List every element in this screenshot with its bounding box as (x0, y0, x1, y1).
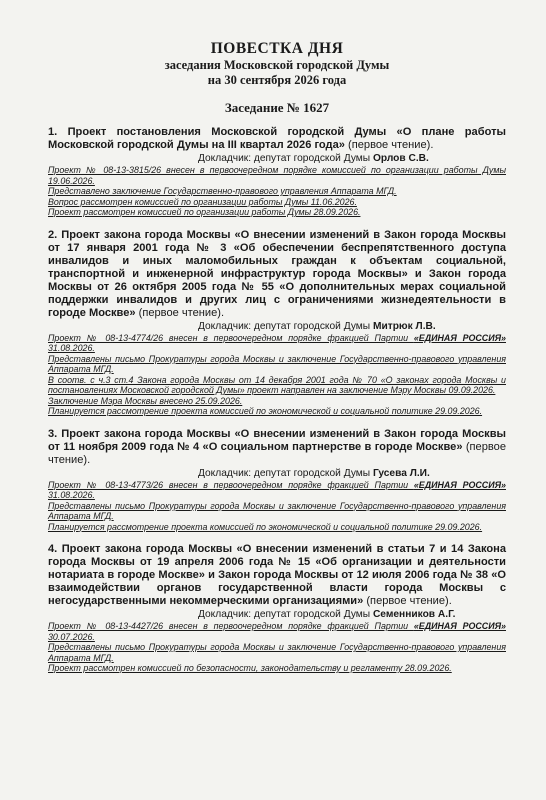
agenda-item-title: 1. Проект постановления Московской городской Думы «О плане работы Московской городской Думы на III квартал 2026 года» (48, 126, 506, 151)
speaker-line (48, 608, 506, 621)
agenda-note: Представлено заключение Государственно-правового управления Аппарата МГД. (48, 186, 397, 196)
agenda-note: Проект рассмотрен комиссией по организации работы Думы 28.09.2026. (48, 207, 361, 217)
agenda-note: Проект рассмотрен комиссией по безопасности, законодательству и регламенту 28.09.2026. (48, 663, 452, 673)
agenda-item-reading: (первое чтение). (363, 595, 452, 607)
party-name: «ЕДИНАЯ РОССИЯ» (413, 332, 506, 343)
agenda-date: на 30 сентября 2026 года (207, 73, 347, 87)
speaker-name: Орлов С.В. (372, 153, 429, 164)
agenda-item-title: 2. Проект закона города Москвы «О внесении изменений в Закон города Москвы от 17 января 2001 года № 3 «Об обеспечении беспрепятственного доступа инвалидов и иных маломобильных граждан к объектам социальной, транспортной и инженерной инфраструктур города Москвы» и Закон города Москвы от 26 октября 2005 года № 55 «О дополнительных мерах социальной поддержки инвалидов и других лиц с ограничениями жизнедеятельности в городе Москве» (48, 228, 506, 319)
agenda-note: Представлены письмо Прокуратуры города Москвы и заключение Государственно-правового управления Аппарата МГД. (48, 353, 506, 374)
agenda-item (48, 126, 506, 218)
agenda-item (48, 543, 506, 674)
party-name: «ЕДИНАЯ РОССИЯ» (413, 479, 506, 490)
agenda-note: Представлены письмо Прокуратуры города Москвы и заключение Государственно-правового управления Аппарата МГД. (48, 500, 506, 521)
speaker-prefix: Докладчик: депутат городской Думы (198, 609, 373, 620)
agenda-note (48, 333, 506, 354)
agenda-item (48, 229, 506, 417)
agenda-note (48, 621, 506, 642)
agenda-item (48, 428, 506, 533)
agenda-note: Проект № 08-13-3815/26 внесен в первоочередном порядке комиссией по организации работы Думы 19.06.2026. (48, 165, 506, 186)
agenda-note: Представлены письмо Прокуратуры города Москвы и заключение Государственно-правового управления Аппарата МГД. (48, 642, 506, 663)
agenda-item-text (48, 428, 506, 467)
note-date: 31.08.2026. (48, 490, 95, 500)
note-date: 31.08.2026. (48, 343, 95, 353)
session-number: Заседание № 1627 (224, 100, 330, 115)
agenda-item-text (48, 229, 506, 320)
speaker-prefix: Докладчик: депутат городской Думы (198, 320, 373, 332)
note-text: Проект № 08-13-4427/26 внесен в первоочередном порядке фракцией Партии (48, 621, 414, 631)
speaker-prefix: Докладчик: депутат городской Думы (198, 153, 373, 164)
party-name: «ЕДИНАЯ РОССИЯ» (413, 621, 506, 631)
note-text: Проект № 08-13-4774/26 внесен в первоочередном порядке фракцией Партии (48, 332, 414, 343)
agenda-item-text (48, 126, 506, 152)
agenda-title: ПОВЕСТКА ДНЯ (210, 40, 344, 57)
speaker-prefix: Докладчик: депутат городской Думы (198, 467, 373, 479)
speaker-line (48, 467, 506, 480)
speaker-name: Митрюк Л.В. (372, 320, 436, 332)
note-date: 30.07.2026. (48, 631, 95, 642)
speaker-name: Семенников А.Г. (372, 609, 456, 620)
agenda-note (48, 480, 506, 501)
agenda-items (48, 126, 506, 674)
agenda-item-reading: (первое чтение). (135, 306, 225, 319)
agenda-note: Планируется рассмотрение проекта комиссией по экономической и социальной политике 29.09.2026. (48, 521, 483, 532)
agenda-item-reading: (первое чтение). (48, 440, 506, 466)
note-text: Проект № 08-13-4773/26 внесен в первоочередном порядке фракцией Партии (48, 479, 414, 490)
agenda-subtitle-line1: заседания Московской городской Думы (164, 58, 390, 72)
agenda-item-title: 4. Проект закона города Москвы «О внесении изменений в статьи 7 и 14 Закона города Москвы от 19 апреля 2006 года № 15 «Об организации и деятельности нотариата в городе Москве» и Закон города Москвы от 12 июля 2006 года № 38 «О взаимодействии органов государственной власти города Москвы с негосударственными некоммерческими организациями» (48, 543, 506, 607)
speaker-name: Гусева Л.И. (372, 467, 430, 479)
agenda-note: Заключение Мэра Москвы внесено 25.09.2026. (48, 395, 243, 406)
agenda-header (48, 40, 506, 116)
agenda-item-reading: (первое чтение). (344, 139, 434, 151)
agenda-item-title: 3. Проект закона города Москвы «О внесении изменений в Закон города Москвы от 11 ноября 2009 года № 4 «О социальном партнерстве в городе Москве» (48, 427, 506, 453)
agenda-item-text (48, 543, 506, 608)
agenda-note: В соотв. с ч.3 ст.4 Закона города Москвы от 14 декабря 2001 года № 70 «О законах города Москвы и постановлениях Московской городской Думы» проект направлен на заключение Мэру Москвы 09.09.2026. (48, 374, 506, 395)
agenda-note: Планируется рассмотрение проекта комиссией по экономической и социальной политике 29.09.2026. (48, 406, 483, 416)
speaker-line (48, 320, 506, 333)
speaker-line (48, 152, 506, 165)
agenda-note: Вопрос рассмотрен комиссией по организации работы Думы 11.06.2026. (48, 196, 357, 207)
